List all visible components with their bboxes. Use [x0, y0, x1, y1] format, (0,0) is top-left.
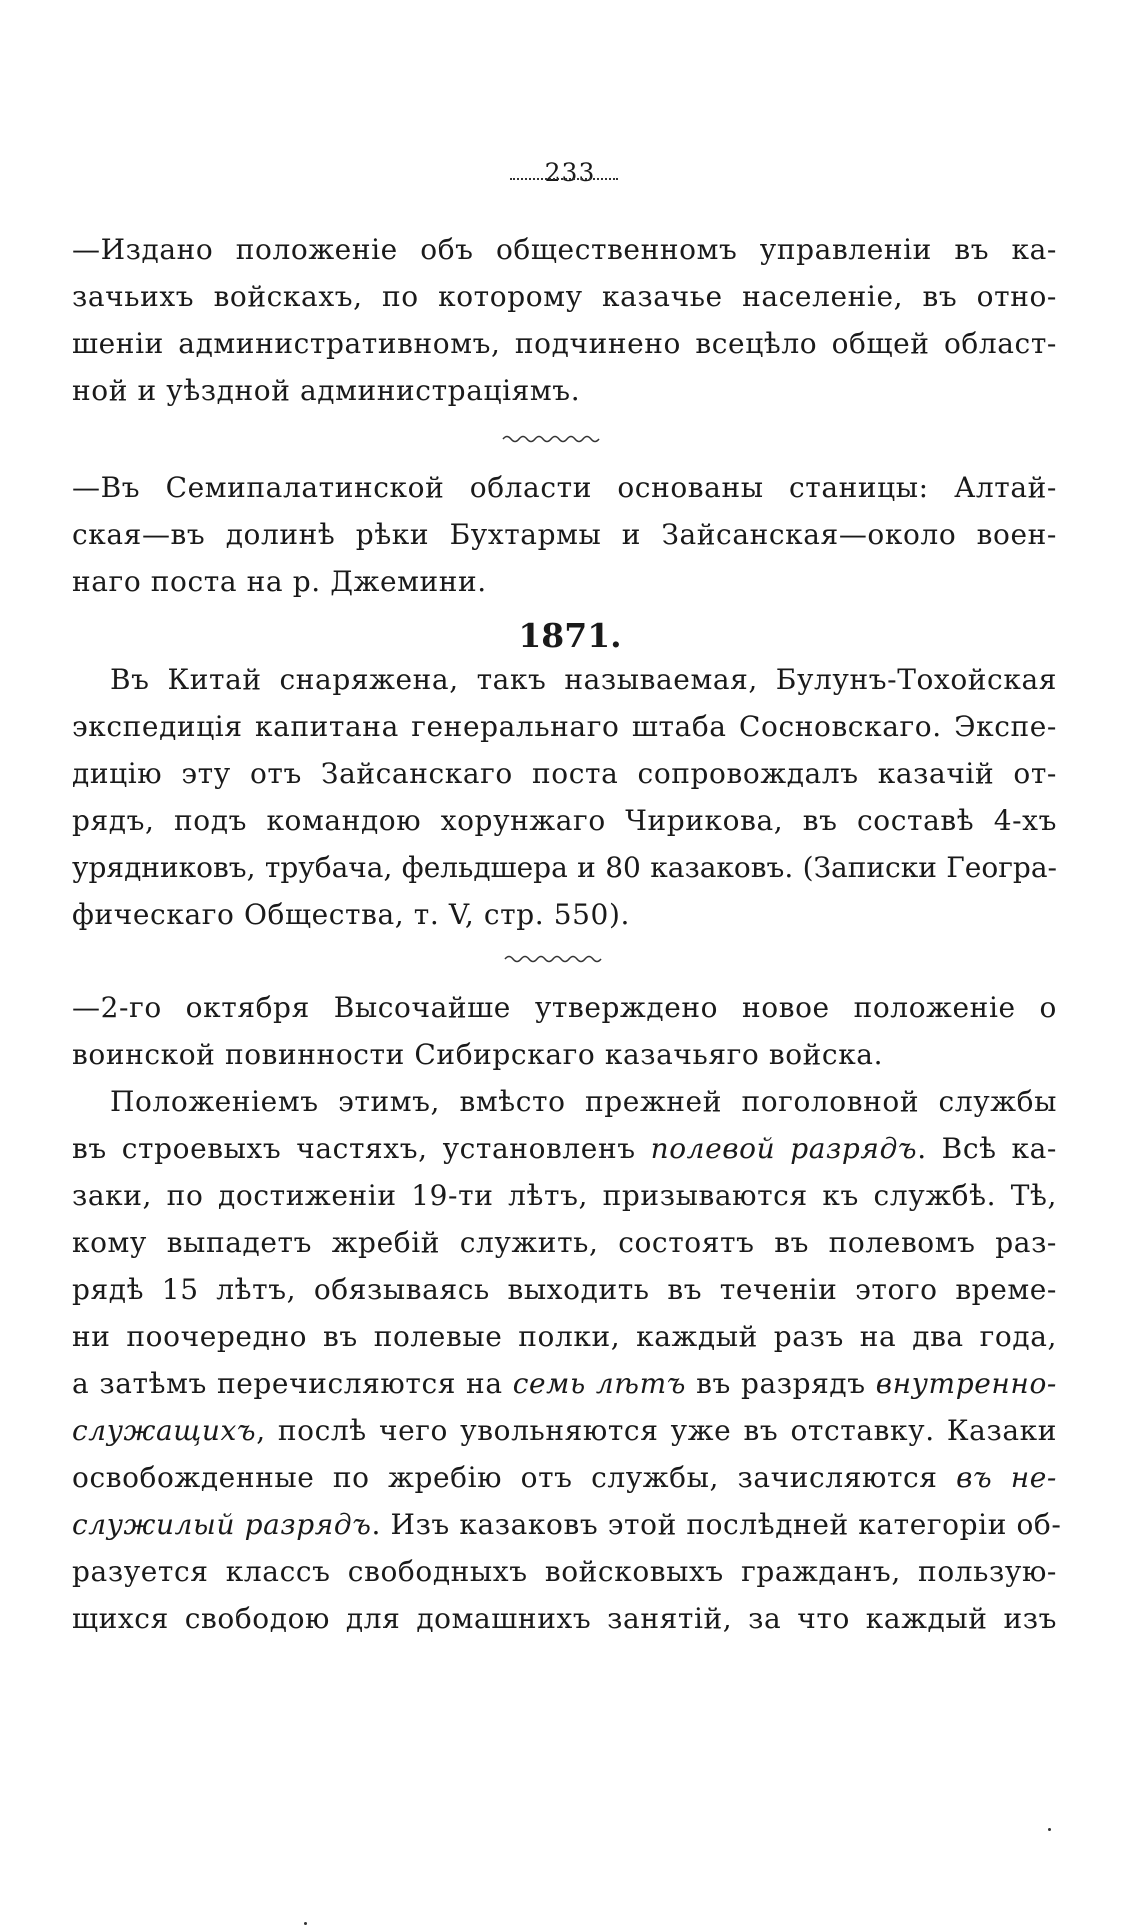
text-line: заки, по достиженіи 19-ти лѣтъ, призываются къ службѣ. Тѣ, [72, 1179, 1057, 1212]
italic-term: внутренно- [875, 1367, 1057, 1400]
italic-term: семь лѣтъ [512, 1367, 687, 1400]
text-line: фическаго Общества, т. V, стр. 550). [72, 898, 630, 931]
scan-speck [1048, 1828, 1051, 1831]
text-span: . Всѣ ка- [917, 1132, 1057, 1165]
text-line [72, 1129, 1057, 1169]
text-line: дицію эту отъ Зайсанскаго поста сопровождалъ казачій от- [72, 757, 1057, 790]
text-line: разуется классъ свободныхъ войсковыхъ гражданъ, пользую- [72, 1555, 1057, 1588]
text-line: Положеніемъ этимъ, вмѣсто прежней поголовной службы [110, 1085, 1057, 1118]
page-number-dots [510, 178, 618, 180]
wavy-separator [0, 432, 1140, 446]
text-line: экспедиція капитана генеральнаго штаба Сосновскаго. Экспе- [72, 710, 1057, 743]
text-line: ни поочередно въ полевые полки, каждый разъ на два года, [72, 1320, 1057, 1353]
text-line: —Издано положеніе объ общественномъ управленіи въ ка- [72, 233, 1057, 266]
text-line [72, 1411, 1057, 1451]
text-span: , послѣ чего увольняются уже въ отставку. Казаки [256, 1414, 1057, 1447]
text-line: —Въ Семипалатинской области основаны станицы: Алтай- [72, 471, 1057, 504]
text-line [72, 1458, 1057, 1498]
text-line: кому выпадетъ жребій служить, состоятъ въ полевомъ раз- [72, 1226, 1057, 1259]
italic-term: служилый разрядъ [72, 1508, 372, 1541]
text-line: урядниковъ, трубача, фельдшера и 80 казаковъ. (Записки Геогра- [72, 851, 1057, 884]
scan-speck [304, 1922, 307, 1925]
italic-term: служащихъ [72, 1414, 257, 1447]
text-span: освобожденные по жребію отъ службы, зачисляются [72, 1461, 938, 1494]
italic-term: полевой разрядъ [650, 1132, 918, 1165]
text-line: рядъ, подъ командою хорунжаго Чирикова, въ составѣ 4-хъ [72, 804, 1057, 837]
text-line [72, 1364, 1057, 1404]
text-line: ская—въ долинѣ рѣки Бухтармы и Зайсанская—около воен- [72, 518, 1057, 551]
text-line: щихся свободою для домашнихъ занятій, за что каждый изъ [72, 1602, 1057, 1635]
text-line: ной и уѣздной администраціямъ. [72, 374, 581, 407]
wavy-separator [0, 952, 1140, 966]
italic-term: въ не- [956, 1461, 1057, 1494]
text-line: наго поста на р. Джемини. [72, 565, 487, 598]
text-line: —2-го октября Высочайше утверждено новое положеніе о [72, 991, 1057, 1024]
text-span: въ строевыхъ частяхъ, установленъ [72, 1132, 636, 1165]
text-line [72, 1505, 1062, 1545]
year-heading: 1871. [518, 616, 622, 655]
page-number: 233 [544, 158, 596, 187]
text-line: Въ Китай снаряжена, такъ называемая, Булунъ-Тохойская [110, 663, 1057, 696]
text-line: рядѣ 15 лѣтъ, обязываясь выходить въ теченіи этого време- [72, 1273, 1057, 1306]
text-line: воинской повинности Сибирскаго казачьяго войска. [72, 1038, 884, 1071]
text-line: шеніи административномъ, подчинено всецѣло общей област- [72, 327, 1057, 360]
text-span: въ разрядъ [696, 1367, 866, 1400]
text-line: зачьихъ войскахъ, по которому казачье населеніе, въ отно- [72, 280, 1057, 313]
text-span: . Изъ казаковъ этой послѣдней категоріи об- [371, 1508, 1062, 1541]
text-span: а затѣмъ перечисляются на [72, 1367, 503, 1400]
